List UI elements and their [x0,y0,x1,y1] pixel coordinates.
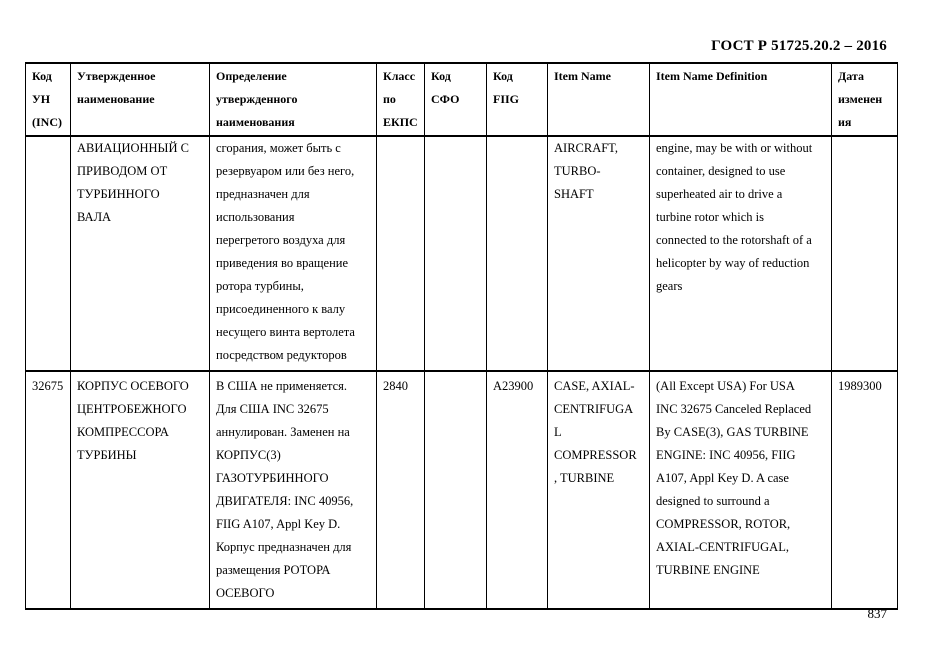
cell-text-line: КОРПУС(3) [216,448,281,462]
cell-text-line: КОРПУС ОСЕВОГО [77,379,189,393]
cell-text-line: Для США INC 32675 [216,402,329,416]
cell-text-line: designed to surround a [656,494,770,508]
page-number: 837 [867,606,887,621]
header-text-line: Код [431,69,451,83]
table-row [26,136,898,371]
cell-date [832,136,898,371]
cell-item-name [548,371,650,609]
cell-text-line: AIRCRAFT, [554,141,619,155]
header-text-line: утвержденного [216,92,298,106]
cell-text-line: ВАЛА [77,210,112,224]
cell-text-line: connected to the rotorshaft of a [656,233,812,247]
cell-text-line: A23900 [493,379,534,393]
cell-sfo [425,371,487,609]
cell-text-line: container, designed to use [656,164,786,178]
cell-text-line: КОМПРЕССОРА [77,425,169,439]
cell-text-line: ПРИВОДОМ ОТ [77,164,168,178]
cell-text-line: SHAFT [554,187,594,201]
header-text-line: Item Name Definition [656,69,768,83]
header-text-line: УН [32,92,51,106]
cell-text-line: superheated air to drive a [656,187,783,201]
col-header-date [832,63,898,136]
header-text-line: (INC) [32,115,62,129]
cell-text-line: 1989300 [838,379,882,393]
cell-text-line: helicopter by way of reduction [656,256,810,270]
cell-text-line: CENTRIFUGA [554,402,634,416]
cell-text-line: В США не применяется. [216,379,348,393]
cell-definition [210,371,377,609]
cell-text-line: 32675 [32,379,64,393]
cell-text-line: предназначен для [216,187,310,201]
cell-text-line: ТУРБИНЫ [77,448,137,462]
cell-fiig [487,136,548,371]
header-text-line: Утвержденное [77,69,156,83]
cell-text-line: (All Except USA) For USA [656,379,795,393]
cell-definition [210,136,377,371]
cell-text-line: L [554,425,562,439]
cell-text-line: АВИАЦИОННЫЙ С [77,141,189,155]
cell-text-line: использования [216,210,295,224]
cell-text-line: сгорания, может быть с [216,141,341,155]
cell-text-line: 2840 [383,379,408,393]
header-text-line: наименования [216,115,295,129]
header-text-line: Код [493,69,513,83]
cell-item-definition [650,136,832,371]
cell-text-line: резервуаром или без него, [216,164,355,178]
cell-item-name [548,136,650,371]
cell-text-line: размещения РОТОРА [216,563,331,577]
col-header-class [377,63,425,136]
cell-text-line: gears [656,279,683,293]
cell-text-line: аннулирован. Заменен на [216,425,350,439]
cell-text-line: перегретого воздуха для [216,233,346,247]
cell-text-line: turbine rotor which is [656,210,764,224]
cell-text-line: присоединенного к валу [216,302,346,316]
col-header-item-definition [650,63,832,136]
cell-text-line: COMPRESSOR [554,448,637,462]
cell-text-line: TURBINE ENGINE [656,563,760,577]
header-text-line: Item Name [554,69,611,83]
cell-text-line: , TURBINE [554,471,615,485]
cell-text-line: TURBO- [554,164,601,178]
cell-text-line: CASE, AXIAL- [554,379,635,393]
header-text-line: СФО [431,92,460,106]
header-text-line: по [383,92,396,106]
cell-date [832,371,898,609]
col-header-name [71,63,210,136]
col-header-item-name [548,63,650,136]
cell-text-line: FIIG A107, Appl Key D. [216,517,341,531]
catalog-table [25,62,898,610]
header-text-line: ЕКПС [383,115,418,129]
header-text-line: ия [838,115,852,129]
cell-fiig [487,371,548,609]
cell-inc [26,371,71,609]
cell-text-line: приведения во вращение [216,256,348,270]
col-header-inc [26,63,71,136]
table-row [26,371,898,609]
col-header-sfo [425,63,487,136]
cell-text-line: ЦЕНТРОБЕЖНОГО [77,402,187,416]
cell-text-line: ENGINE: INC 40956, FIIG [656,448,796,462]
cell-text-line: Корпус предназначен для [216,540,352,554]
cell-text-line: COMPRESSOR, ROTOR, [656,517,791,531]
cell-text-line: несущего винта вертолета [216,325,355,339]
cell-text-line: engine, may be with or without [656,141,813,155]
cell-item-definition [650,371,832,609]
header-text-line: Определение [216,69,287,83]
cell-text-line: ГАЗОТУРБИННОГО [216,471,329,485]
header-text-line: изменен [838,92,883,106]
document-standard-title: ГОСТ Р 51725.20.2 – 2016 [711,38,887,54]
cell-text-line: AXIAL-CENTRIFUGAL, [656,540,789,554]
header-text-line: Дата [838,69,864,83]
cell-class [377,136,425,371]
cell-text-line: посредством редукторов [216,348,347,362]
cell-class [377,371,425,609]
cell-text-line: ТУРБИННОГО [77,187,160,201]
cell-approved-name [71,371,210,609]
cell-text-line: ротора турбины, [216,279,304,293]
table-header-row [26,63,898,136]
col-header-fiig [487,63,548,136]
cell-text-line: INC 32675 Canceled Replaced [656,402,812,416]
cell-inc [26,136,71,371]
header-text-line: Код [32,69,52,83]
header-text-line: FIIG [493,92,520,106]
header-text-line: наименование [77,92,155,106]
cell-sfo [425,136,487,371]
cell-text-line: A107, Appl Key D. A case [656,471,789,485]
cell-text-line: By CASE(3), GAS TURBINE [656,425,809,439]
cell-text-line: ДВИГАТЕЛЯ: INC 40956, [216,494,354,508]
cell-approved-name [71,136,210,371]
header-text-line: Класс [383,69,416,83]
col-header-definition [210,63,377,136]
cell-text-line: ОСЕВОГО [216,586,275,600]
